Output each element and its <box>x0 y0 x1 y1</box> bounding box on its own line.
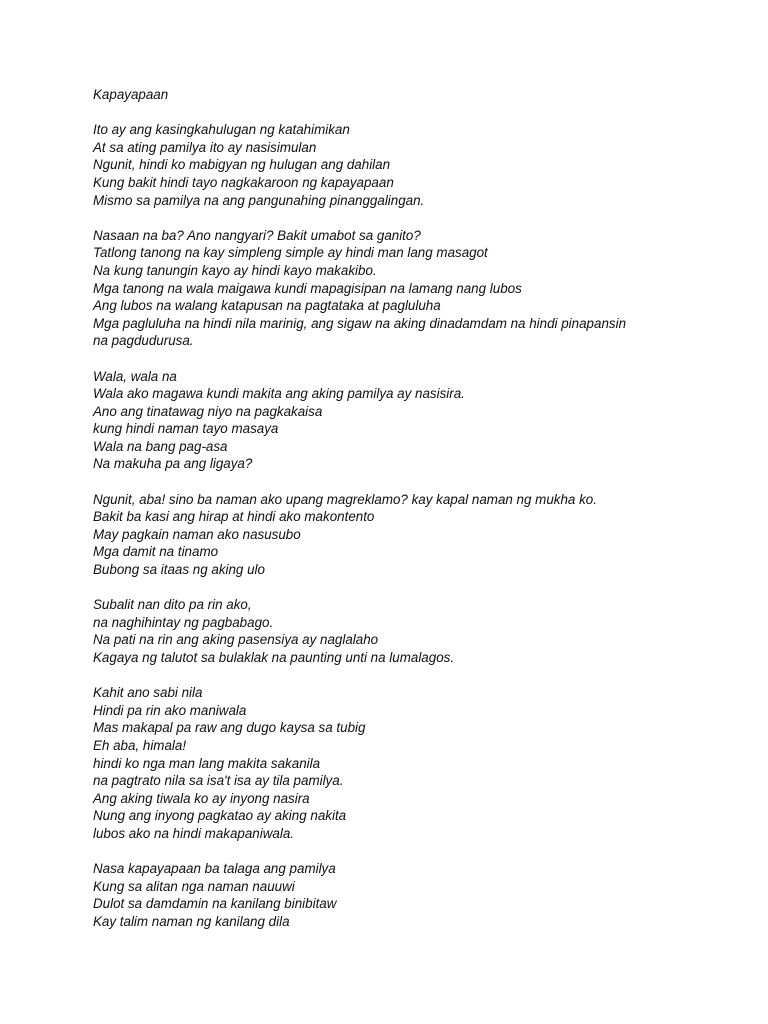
poem-stanza <box>93 596 733 666</box>
poem-stanza <box>93 227 733 350</box>
poem-line: Mga tanong na wala maigawa kundi mapagisipan na lamang nang lubos <box>93 280 522 296</box>
poem-line: na pagdudurusa. <box>93 333 194 349</box>
poem-line: Mga pagluluha na hindi nila marinig, ang sigaw na aking dinadamdam na hindi pinapansin <box>93 315 627 331</box>
poem-stanza <box>93 368 733 474</box>
poem-line: Mismo sa pamilya na ang pangunahing pinanggalingan. <box>93 192 425 208</box>
poem-stanza <box>93 860 733 930</box>
poem-line: May pagkain naman ako nasusubo <box>93 526 301 542</box>
poem-line: Bakit ba kasi ang hirap at hindi ako makontento <box>93 509 375 525</box>
poem-line: Na kung tanungin kayo ay hindi kayo makakibo. <box>93 262 377 278</box>
poem-line: Mas makapal pa raw ang dugo kaysa sa tubig <box>93 720 366 736</box>
poem-line: Nasa kapayapaan ba talaga ang pamilya <box>93 861 336 877</box>
poem-line: Wala, wala na <box>93 368 177 384</box>
poem-line: Ngunit, aba! sino ba naman ako upang magreklamo? kay kapal naman ng mukha ko. <box>93 491 597 507</box>
poem-line: Na pati na rin ang aking pasensiya ay naglalaho <box>93 632 379 648</box>
poem-stanza <box>93 684 733 842</box>
poem-line: Eh aba, himala! <box>93 737 187 753</box>
poem-line: Kung bakit hindi tayo nagkakaroon ng kapayapaan <box>93 174 394 190</box>
poem-line: Kung sa alitan nga naman nauuwi <box>93 878 295 894</box>
poem-line: lubos ako na hindi makapaniwala. <box>93 825 294 841</box>
poem-line: Wala na bang pag-asa <box>93 438 228 454</box>
poem-line: At sa ating pamilya ito ay nasisimulan <box>93 139 317 155</box>
poem-line: Ito ay ang kasingkahulugan ng katahimikan <box>93 122 350 138</box>
poem-body <box>93 121 733 930</box>
poem-line: Mga damit na tinamo <box>93 544 219 560</box>
poem-line: Tatlong tanong na kay simpleng simple ay hindi man lang masagot <box>93 245 488 261</box>
poem-title: Kapayapaan <box>93 87 169 102</box>
poem-line: Dulot sa damdamin na kanilang binibitaw <box>93 896 337 912</box>
poem-line: na naghihintay ng pagbabago. <box>93 614 274 630</box>
poem-line: kung hindi naman tayo masaya <box>93 421 279 437</box>
poem-line: Kahit ano sabi nila <box>93 685 203 701</box>
document-page <box>93 86 733 931</box>
poem-line: Kagaya ng talutot sa bulaklak na paunting unti na lumalagos. <box>93 650 455 665</box>
poem-line: Wala ako magawa kundi makita ang aking pamilya ay nasisira. <box>93 386 465 402</box>
poem-line: Bubong sa itaas ng aking ulo <box>93 562 265 578</box>
poem-line: Subalit nan dito pa rin ako, <box>93 597 252 613</box>
poem-line: Nasaan na ba? Ano nangyari? Bakit umabot sa ganito? <box>93 227 421 243</box>
poem-line: Ano ang tinatawag niyo na pagkakaisa <box>93 403 323 419</box>
poem-stanza <box>93 121 733 209</box>
poem-line: Ang lubos na walang katapusan na pagtataka at pagluluha <box>93 298 441 314</box>
poem-line: Ang aking tiwala ko ay inyong nasira <box>93 790 310 806</box>
poem-line: Hindi pa rin ako maniwala <box>93 702 247 718</box>
poem-line: Na makuha pa ang ligaya? <box>93 456 253 472</box>
poem-line: Ngunit, hindi ko mabigyan ng hulugan ang dahilan <box>93 157 391 173</box>
poem-line: hindi ko nga man lang makita sakanila <box>93 755 321 771</box>
poem-line: Nung ang inyong pagkatao ay aking nakita <box>93 808 347 824</box>
poem-line: na pagtrato nila sa isa't isa ay tila pamilya. <box>93 773 344 789</box>
poem-stanza <box>93 491 733 579</box>
poem-line: Kay talim naman ng kanilang dila <box>93 913 290 929</box>
